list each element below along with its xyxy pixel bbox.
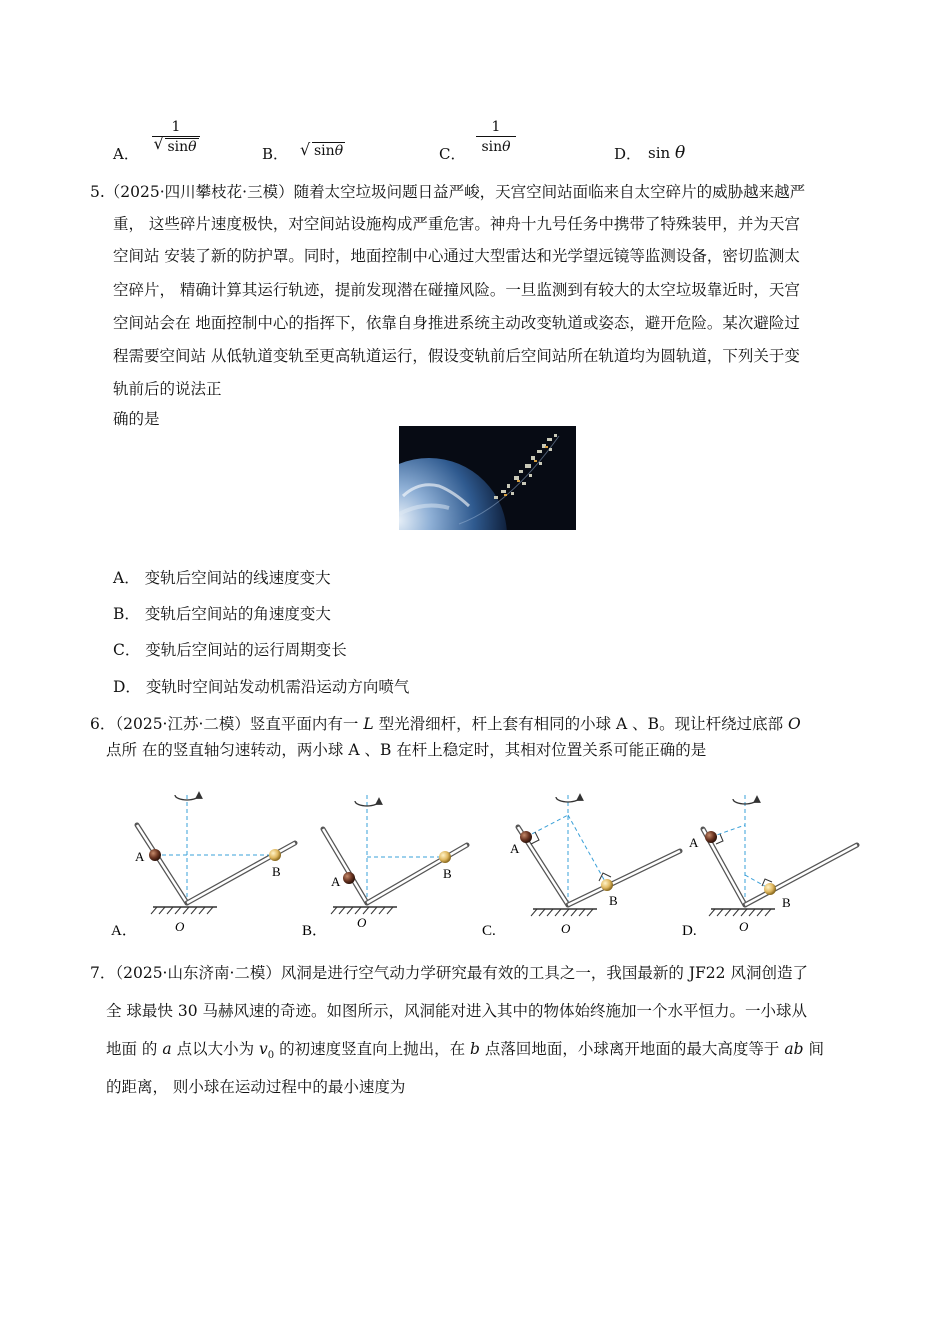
q7-line3-b: b (470, 1040, 480, 1058)
q6-figure-b (302, 795, 467, 939)
q6-fig-a-label-o: O (175, 919, 185, 934)
q4-d-theta: θ (674, 143, 686, 163)
q4-d-sin: sin (648, 144, 671, 162)
space-debris-photo (399, 426, 576, 530)
q5-line-6: 程需要空间站 从低轨道变轨至更高轨道运行，假设变轨前后空间站所在轨道均为圆轨道，下列关于变 (113, 347, 800, 365)
q4-b-sin: sin (314, 143, 335, 159)
q4-option-b-label: B． (262, 145, 289, 163)
q4-option-c-label: C． (439, 145, 466, 163)
q4-a-theta: θ (188, 139, 197, 155)
q6-fig-c-option: C. (482, 923, 496, 939)
q4-option-a-fraction: 1 √ sinθ (152, 119, 200, 156)
space-debris-illustration (399, 426, 576, 530)
q5-line-2: 重， 这些碎片速度极快，对空间站设施构成严重危害。神舟十九号任务中携带了特殊装甲，并为天宫 (113, 215, 800, 233)
q7-line3-v: v (259, 1040, 268, 1058)
q6-line1-AB: A 、B (616, 715, 660, 733)
q6-fig-b-label-a: A (331, 874, 341, 889)
q6-fig-b-option: B． (302, 923, 328, 939)
q6-fig-a-label-a: A (135, 849, 145, 864)
q5-line-7: 轨前后的说法正 (113, 380, 222, 398)
q4-a-sin: sin (167, 139, 189, 155)
q5-option-d: D． 变轨时空间站发动机需沿运动方向喷气 (113, 678, 410, 696)
q4-c-theta: θ (502, 139, 511, 155)
q7-line-4: 的距离， 则小球在运动过程中的最小速度为 (106, 1078, 406, 1096)
q7-line-3 (106, 1039, 824, 1066)
q6-fig-c-label-o: O (561, 921, 571, 936)
q6-line-2: 点所 在的竖直轴匀速转动，两小球 A 、B 在杆上稳定时，其相对位置关系可能正确的是 (106, 741, 707, 759)
q7-line3-post: 间 (808, 1040, 824, 1058)
q5-line-1: 5.（2025·四川攀枝花·三模）随着太空垃圾问题日益严峻，天宫空间站面临来自太空碎片的威胁越来越严 (90, 183, 806, 201)
q6-fig-a-option: A． (111, 923, 137, 939)
q7-line3-ab: ab (784, 1040, 804, 1058)
q6-line1-pre: 6．（2025·江苏·二模）竖直平面内有一 (90, 715, 359, 733)
q7-line3-mid1: 点以大小为 (176, 1040, 255, 1058)
q5-line-4: 空碎片， 精确计算其运行轨迹，提前发现潜在碰撞风险。一旦监测到有较大的太空垃圾靠近时，天宫 (113, 281, 800, 299)
q4-a-numerator: 1 (171, 119, 181, 135)
q4-c-sin: sin (481, 139, 503, 155)
q4-option-d-label: D． (614, 145, 642, 163)
q5-option-c: C． 变轨后空间站的运行周期变长 (113, 641, 347, 659)
q7-line-2: 全 球最快 30 马赫风速的奇迹。如图所示，风洞能对进入其中的物体始终施加一个水平恒力。一小球从 (106, 1002, 808, 1020)
q6-line1-mid: 型光滑细杆，杆上套有相同的小球 (378, 715, 612, 733)
q6-fig-d-label-b: B (782, 895, 791, 910)
q7-line3-sub: 0 (267, 1050, 275, 1062)
q6-line-1 (90, 714, 801, 734)
q6-fig-c-label-b: B (609, 893, 618, 908)
q6-line1-post: 。现让杆绕过底部 (659, 715, 784, 733)
q5-option-a: A． 变轨后空间站的线速度变大 (113, 569, 331, 587)
q7-line3-mid3: 点落回地面，小球离开地面的最大高度等于 (484, 1040, 780, 1058)
q6-fig-b-label-o: O (357, 915, 367, 930)
q4-c-numerator: 1 (491, 119, 501, 135)
q6-figures (105, 785, 875, 940)
q6-figure-a (111, 795, 295, 939)
q4-option-b-expr: √ sinθ (300, 140, 344, 159)
q6-fig-d-label-a: A (689, 835, 699, 850)
q6-line1-L: L (363, 715, 374, 733)
q7-line3-pre: 地面 的 (106, 1040, 158, 1058)
q4-option-d-expr (648, 143, 685, 163)
q6-fig-b-label-b: B (443, 866, 452, 881)
q4-option-a-label: A． (113, 145, 139, 163)
q5-line-8: 确的是 (113, 410, 160, 428)
q6-line1-O: O (788, 715, 801, 733)
q6-fig-a-label-b: B (272, 864, 281, 879)
q5-line-5: 空间站会在 地面控制中心的指挥下，依靠自身推进系统主动改变轨道或姿态，避开危险。某次避险过 (113, 314, 800, 332)
q4-b-theta: θ (334, 143, 344, 159)
q5-option-b: B． 变轨后空间站的角速度变大 (113, 605, 331, 623)
q7-line3-a: a (162, 1040, 172, 1058)
q6-fig-d-option: D. (682, 923, 697, 939)
q7-line3-mid2: 的初速度竖直向上抛出，在 (279, 1040, 466, 1058)
q5-line-3: 空间站 安装了新的防护罩。同时，地面控制中心通过大型雷达和光学望远镜等监测设备，密切监测太 (113, 247, 800, 265)
q6-figure-c (482, 795, 680, 939)
q4-option-c-fraction (476, 119, 516, 156)
q7-line-1: 7．（2025·山东济南·二模）风洞是进行空气动力学研究最有效的工具之一，我国最新的 JF22 风洞创造了 (90, 964, 808, 982)
q6-fig-d-label-o: O (739, 919, 749, 934)
q6-fig-c-label-a: A (510, 841, 520, 856)
q6-figure-d (682, 795, 857, 939)
